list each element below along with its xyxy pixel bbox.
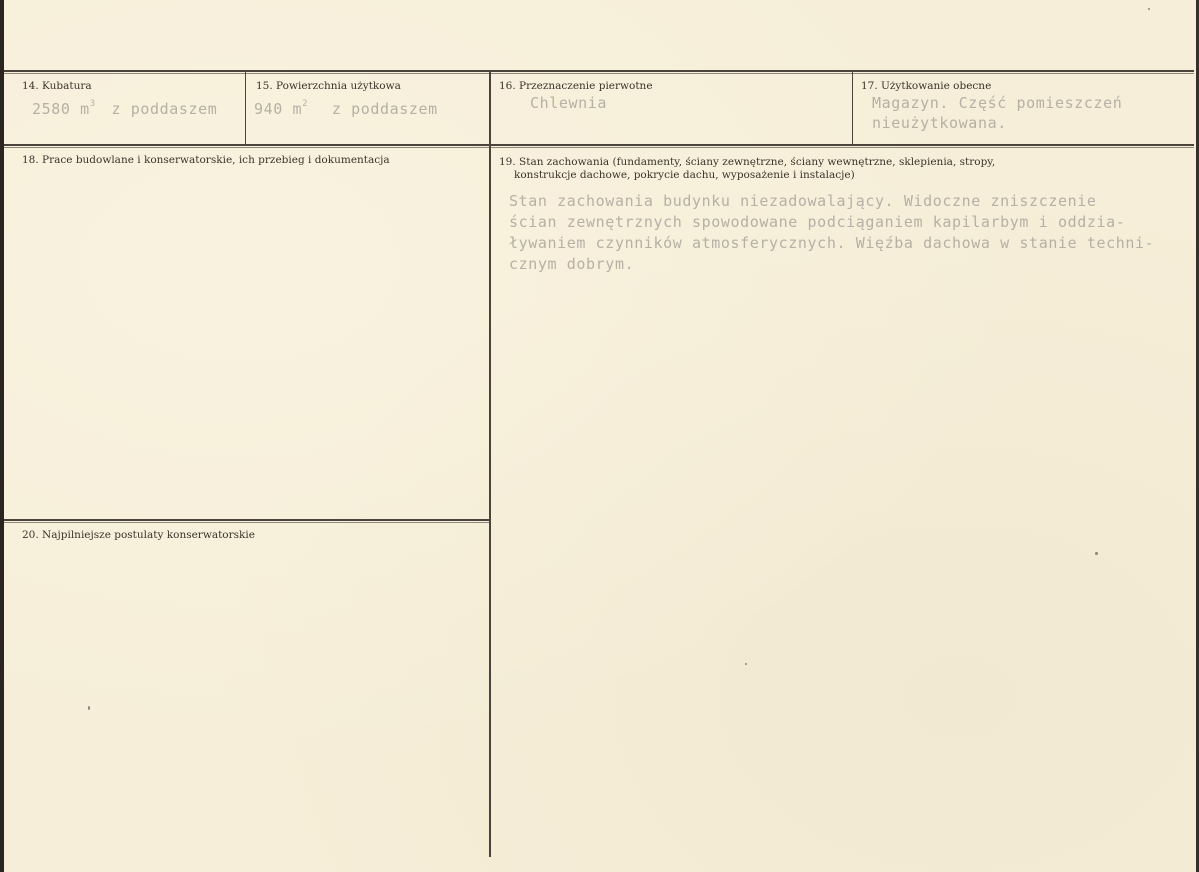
row1-bottom-rule-thin — [4, 147, 1194, 148]
section-18-20-rule — [4, 519, 490, 521]
field-19-text-line4: cznym dobrym. — [509, 255, 635, 273]
field-19-label-line1: 19. Stan zachowania (fundamenty, ściany zewnętrzne, ściany wewnętrzne, sklepienia, stropy, — [499, 156, 996, 168]
field-17-value-line2: nieużytkowana. — [872, 114, 1007, 132]
top-rule — [4, 70, 1194, 72]
field-18-label: 18. Prace budowlane i konserwatorskie, ich przebieg i dokumentacja — [22, 154, 390, 166]
row1-bottom-rule — [4, 144, 1194, 146]
field-15-area: 940 m — [254, 100, 303, 118]
divider-14-15 — [245, 71, 246, 144]
field-16-value: Chlewnia — [530, 94, 608, 112]
field-19-text-line3: ływaniem czynników atmosferycznych. Więźba dachowa w stanie techni- — [509, 234, 1155, 252]
field-15-note: z poddaszem — [331, 100, 438, 118]
field-19-label-line2: konstrukcje dachowe, pokrycie dachu, wyposażenie i instalacje) — [514, 169, 855, 181]
divider-15-16 — [489, 71, 491, 857]
divider-16-17 — [852, 71, 853, 144]
paper-speck — [1148, 8, 1150, 10]
paper-speck — [88, 706, 90, 710]
paper-speck — [745, 663, 747, 665]
field-14-note: z poddaszem — [111, 100, 218, 118]
field-19-text-line1: Stan zachowania budynku niezadowalający. Widoczne zniszczenie — [509, 192, 1097, 210]
field-14-volume: 2580 m — [32, 100, 90, 118]
field-15-label: 15. Powierzchnia użytkowa — [256, 80, 401, 92]
field-14-unit-sup: 3 — [89, 99, 96, 109]
field-14-label: 14. Kubatura — [22, 80, 92, 92]
field-15-value — [254, 94, 438, 119]
field-17-value-line1: Magazyn. Część pomieszczeń — [872, 94, 1123, 112]
field-15-unit-sup: 2 — [302, 99, 309, 109]
field-17-label: 17. Użytkowanie obecne — [861, 80, 992, 92]
scan-edge-left — [0, 0, 4, 872]
field-14-value — [32, 94, 217, 119]
top-rule-thin — [4, 73, 1194, 74]
paper-speck — [1095, 552, 1098, 555]
field-16-label: 16. Przeznaczenie pierwotne — [499, 80, 653, 92]
section-18-20-rule-thin — [4, 522, 490, 523]
field-20-label: 20. Najpilniejsze postulaty konserwatorskie — [22, 529, 255, 541]
field-19-text-line2: ścian zewnętrznych spowodowane podciąganiem kapilarbym i oddzia- — [509, 213, 1126, 231]
